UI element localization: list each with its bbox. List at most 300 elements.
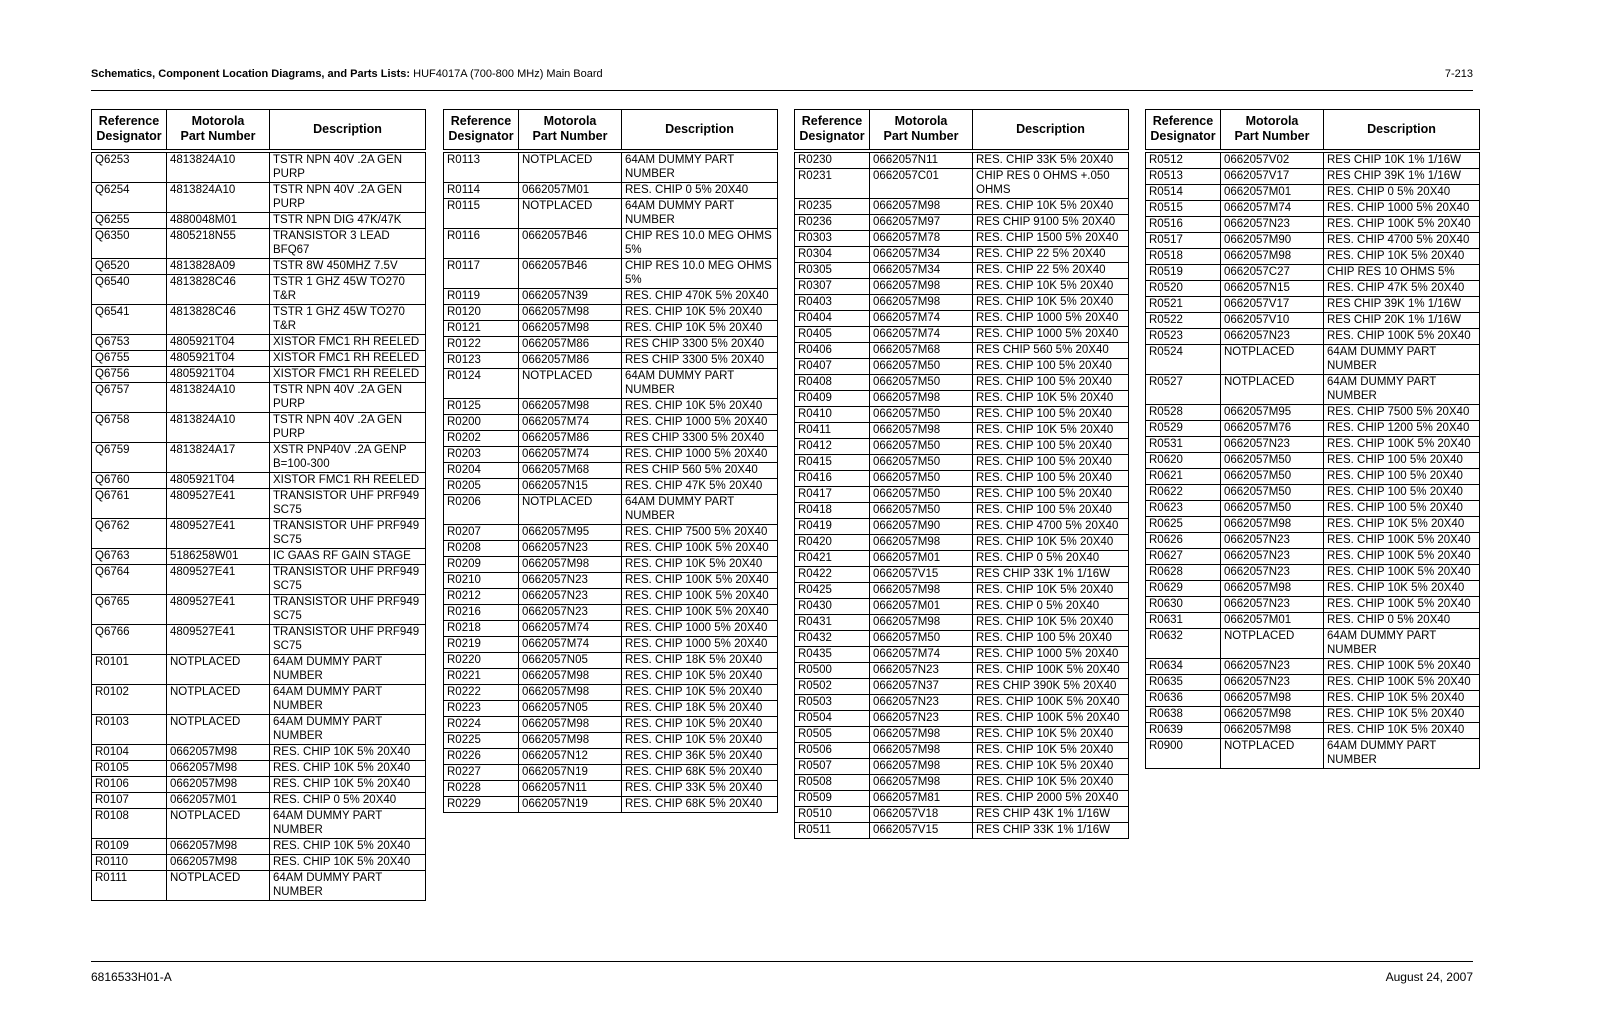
reference-designator-cell: R0405 [795, 327, 870, 343]
description-cell: RES CHIP 33K 1% 1/16W [973, 823, 1129, 839]
table-row [795, 407, 1129, 423]
reference-designator-cell: R0515 [1146, 201, 1221, 217]
description-cell: RES. CHIP 1000 5% 20X40 [622, 621, 778, 637]
reference-designator-cell: Q6253 [92, 151, 167, 183]
description-cell: 64AM DUMMY PART NUMBER [1324, 345, 1480, 375]
reference-designator-cell: R0115 [444, 199, 519, 229]
table-row [795, 199, 1129, 215]
description-cell: RES. CHIP 0 5% 20X40 [1324, 185, 1480, 201]
part-number-cell: 0662057N23 [870, 663, 973, 679]
table-row [444, 765, 778, 781]
part-number-cell: 5186258W01 [167, 549, 270, 565]
table-row [795, 647, 1129, 663]
part-number-cell: 0662057M74 [1221, 201, 1324, 217]
table-row [444, 229, 778, 259]
part-number-cell: 4809527E41 [167, 519, 270, 549]
description-cell: CHIP RES 10.0 MEG OHMS 5% [622, 259, 778, 289]
table-row [1146, 453, 1480, 469]
part-number-cell: 0662057M98 [1221, 249, 1324, 265]
table-header-row [795, 110, 1129, 152]
part-number-cell: 0662057M01 [1221, 613, 1324, 629]
description-cell: RES. CHIP 100K 5% 20X40 [622, 605, 778, 621]
description-cell: RES. CHIP 18K 5% 20X40 [622, 653, 778, 669]
part-number-cell: 0662057M98 [870, 295, 973, 311]
reference-designator-cell: R0409 [795, 391, 870, 407]
part-number-cell: 0662057M01 [870, 599, 973, 615]
table-row [795, 567, 1129, 583]
table-row [795, 263, 1129, 279]
part-number-cell: 0662057N19 [519, 765, 622, 781]
reference-designator-cell: R0520 [1146, 281, 1221, 297]
description-cell: RES CHIP 3300 5% 20X40 [622, 353, 778, 369]
part-number-cell: 0662057M98 [870, 535, 973, 551]
reference-designator-cell: R0622 [1146, 485, 1221, 501]
table-row [1146, 185, 1480, 201]
description-cell: RES. CHIP 100 5% 20X40 [1324, 501, 1480, 517]
description-cell: RES CHIP 3300 5% 20X40 [622, 431, 778, 447]
part-number-cell: 0662057M98 [1221, 723, 1324, 739]
reference-designator-cell: R0523 [1146, 329, 1221, 345]
table-row [1146, 233, 1480, 249]
table-row [1146, 345, 1480, 375]
description-cell: RES. CHIP 10K 5% 20X40 [622, 685, 778, 701]
reference-designator-cell: R0522 [1146, 313, 1221, 329]
reference-designator-cell: R0504 [795, 711, 870, 727]
table-row [795, 679, 1129, 695]
part-number-cell: 0662057B46 [519, 259, 622, 289]
header-description: Description [1324, 110, 1480, 152]
part-number-cell: 0662057M98 [519, 399, 622, 415]
description-cell: RES. CHIP 100 5% 20X40 [973, 375, 1129, 391]
description-cell: RES. CHIP 10K 5% 20X40 [973, 279, 1129, 295]
table-row [92, 383, 426, 413]
description-cell: RES. CHIP 10K 5% 20X40 [622, 321, 778, 337]
part-number-cell: NOTPLACED [519, 495, 622, 525]
reference-designator-cell: R0430 [795, 599, 870, 615]
reference-designator-cell: R0634 [1146, 659, 1221, 675]
description-cell: RES. CHIP 100 5% 20X40 [1324, 469, 1480, 485]
reference-designator-cell: Q6760 [92, 473, 167, 489]
part-number-cell: 0662057M98 [519, 557, 622, 573]
reference-designator-cell: R0303 [795, 231, 870, 247]
description-cell: RES. CHIP 1000 5% 20X40 [973, 647, 1129, 663]
part-number-cell: 0662057M50 [870, 471, 973, 487]
table-row [444, 733, 778, 749]
table-row [92, 443, 426, 473]
description-cell: 64AM DUMMY PART NUMBER [270, 871, 426, 901]
part-number-cell: 4813824A10 [167, 413, 270, 443]
reference-designator-cell: R0231 [795, 169, 870, 199]
reference-designator-cell: R0503 [795, 695, 870, 711]
reference-designator-cell: R0431 [795, 615, 870, 631]
part-number-cell: 0662057N11 [519, 781, 622, 797]
reference-designator-cell: R0900 [1146, 739, 1221, 769]
description-cell: RES CHIP 33K 1% 1/16W [973, 567, 1129, 583]
table-row [795, 791, 1129, 807]
part-number-cell: 0662057M98 [1221, 581, 1324, 597]
table-row [444, 369, 778, 399]
table-row [1146, 151, 1480, 169]
reference-designator-cell: R0500 [795, 663, 870, 679]
description-cell: RES. CHIP 10K 5% 20X40 [973, 423, 1129, 439]
table-row [444, 399, 778, 415]
table-row [1146, 297, 1480, 313]
table-row [1146, 581, 1480, 597]
table-row [1146, 629, 1480, 659]
part-number-cell: NOTPLACED [1221, 739, 1324, 769]
reference-designator-cell: Q6753 [92, 335, 167, 351]
part-number-cell: NOTPLACED [1221, 375, 1324, 405]
part-number-cell: 0662057V10 [1221, 313, 1324, 329]
header-part-number: Motorola Part Number [519, 110, 622, 152]
table-row [795, 823, 1129, 839]
table-row [795, 727, 1129, 743]
part-number-cell: 0662057N12 [519, 749, 622, 765]
reference-designator-cell: R0412 [795, 439, 870, 455]
reference-designator-cell: R0102 [92, 685, 167, 715]
description-cell: RES. CHIP 47K 5% 20X40 [1324, 281, 1480, 297]
table-row [92, 793, 426, 809]
reference-designator-cell: R0229 [444, 797, 519, 813]
reference-designator-cell: R0236 [795, 215, 870, 231]
table-row [1146, 739, 1480, 769]
reference-designator-cell: R0307 [795, 279, 870, 295]
table-row [444, 305, 778, 321]
reference-designator-cell: Q6541 [92, 305, 167, 335]
reference-designator-cell: R0219 [444, 637, 519, 653]
part-number-cell: NOTPLACED [167, 655, 270, 685]
description-cell: RES. CHIP 100K 5% 20X40 [1324, 675, 1480, 691]
part-number-cell: 0662057M78 [870, 231, 973, 247]
part-number-cell: 0662057M98 [519, 305, 622, 321]
description-cell: XISTOR FMC1 RH REELED [270, 351, 426, 367]
description-cell: RES CHIP 43K 1% 1/16W [973, 807, 1129, 823]
table-row [795, 775, 1129, 791]
part-number-cell: 0662057M81 [870, 791, 973, 807]
reference-designator-cell: R0106 [92, 777, 167, 793]
parts-table [1145, 109, 1480, 769]
reference-designator-cell: R0304 [795, 247, 870, 263]
description-cell: RES. CHIP 68K 5% 20X40 [622, 797, 778, 813]
reference-designator-cell: R0404 [795, 311, 870, 327]
description-cell: TRANSISTOR UHF PRF949 SC75 [270, 489, 426, 519]
description-cell: RES. CHIP 0 5% 20X40 [1324, 613, 1480, 629]
reference-designator-cell: R0226 [444, 749, 519, 765]
description-cell: RES. CHIP 100 5% 20X40 [973, 487, 1129, 503]
description-cell: RES. CHIP 100K 5% 20X40 [1324, 217, 1480, 233]
description-cell: RES. CHIP 18K 5% 20X40 [622, 701, 778, 717]
part-number-cell: 4813824A17 [167, 443, 270, 473]
description-cell: 64AM DUMMY PART NUMBER [622, 199, 778, 229]
table-row [1146, 533, 1480, 549]
description-cell: RES CHIP 10K 1% 1/16W [1324, 151, 1480, 169]
reference-designator-cell: R0519 [1146, 265, 1221, 281]
table-row [1146, 485, 1480, 501]
reference-designator-cell: R0210 [444, 573, 519, 589]
reference-designator-cell: R0403 [795, 295, 870, 311]
reference-designator-cell: R0524 [1146, 345, 1221, 375]
description-cell: 64AM DUMMY PART NUMBER [270, 809, 426, 839]
table-row [444, 749, 778, 765]
description-cell: RES. CHIP 10K 5% 20X40 [1324, 691, 1480, 707]
reference-designator-cell: R0505 [795, 727, 870, 743]
reference-designator-cell: R0117 [444, 259, 519, 289]
table-row [1146, 265, 1480, 281]
part-number-cell: 0662057M50 [870, 487, 973, 503]
description-cell: RES. CHIP 10K 5% 20X40 [973, 775, 1129, 791]
part-number-cell: 0662057M98 [519, 733, 622, 749]
part-number-cell: 0662057M98 [870, 583, 973, 599]
part-number-cell: 0662057N23 [1221, 597, 1324, 613]
table-row [795, 215, 1129, 231]
description-cell: RES. CHIP 470K 5% 20X40 [622, 289, 778, 305]
reference-designator-cell: R0119 [444, 289, 519, 305]
reference-designator-cell: R0506 [795, 743, 870, 759]
reference-designator-cell: R0111 [92, 871, 167, 901]
part-number-cell: 0662057M01 [519, 183, 622, 199]
header-reference-designator: Reference Designator [795, 110, 870, 152]
description-cell: RES. CHIP 10K 5% 20X40 [270, 745, 426, 761]
description-cell: RES. CHIP 100K 5% 20X40 [1324, 597, 1480, 613]
description-cell: RES. CHIP 10K 5% 20X40 [973, 391, 1129, 407]
reference-designator-cell: R0513 [1146, 169, 1221, 185]
header-part-number: Motorola Part Number [167, 110, 270, 152]
parts-column-3 [794, 109, 1128, 839]
description-cell: RES. CHIP 36K 5% 20X40 [622, 749, 778, 765]
description-cell: RES CHIP 560 5% 20X40 [622, 463, 778, 479]
description-cell: RES CHIP 3300 5% 20X40 [622, 337, 778, 353]
reference-designator-cell: R0202 [444, 431, 519, 447]
part-number-cell: 0662057N15 [1221, 281, 1324, 297]
part-number-cell: 0662057M01 [167, 793, 270, 809]
description-cell: XISTOR FMC1 RH REELED [270, 473, 426, 489]
reference-designator-cell: R0521 [1146, 297, 1221, 313]
reference-designator-cell: Q6255 [92, 213, 167, 229]
description-cell: 64AM DUMMY PART NUMBER [622, 495, 778, 525]
reference-designator-cell: R0620 [1146, 453, 1221, 469]
table-row [795, 423, 1129, 439]
description-cell: RES. CHIP 2000 5% 20X40 [973, 791, 1129, 807]
reference-designator-cell: R0512 [1146, 151, 1221, 169]
description-cell: RES. CHIP 10K 5% 20X40 [1324, 707, 1480, 723]
part-number-cell: 0662057M68 [870, 343, 973, 359]
description-cell: RES. CHIP 1000 5% 20X40 [1324, 201, 1480, 217]
reference-designator-cell: Q6766 [92, 625, 167, 655]
page-footer [91, 961, 1473, 984]
table-row [92, 183, 426, 213]
part-number-cell: 0662057M98 [870, 615, 973, 631]
part-number-cell: 4813828C46 [167, 305, 270, 335]
reference-designator-cell: R0627 [1146, 549, 1221, 565]
description-cell: CHIP RES 0 OHMS +.050 OHMS [973, 169, 1129, 199]
part-number-cell: 0662057M74 [519, 447, 622, 463]
description-cell: RES. CHIP 10K 5% 20X40 [973, 759, 1129, 775]
table-row [795, 535, 1129, 551]
reference-designator-cell: Q6254 [92, 183, 167, 213]
table-row [1146, 405, 1480, 421]
description-cell: RES. CHIP 10K 5% 20X40 [973, 583, 1129, 599]
description-cell: RES. CHIP 100K 5% 20X40 [1324, 565, 1480, 581]
table-header-row [92, 110, 426, 152]
description-cell: RES. CHIP 10K 5% 20X40 [973, 615, 1129, 631]
reference-designator-cell: R0222 [444, 685, 519, 701]
header-part-number: Motorola Part Number [870, 110, 973, 152]
part-number-cell: NOTPLACED [519, 151, 622, 183]
table-row [444, 781, 778, 797]
table-row [444, 525, 778, 541]
reference-designator-cell: Q6761 [92, 489, 167, 519]
description-cell: RES. CHIP 100K 5% 20X40 [1324, 437, 1480, 453]
part-number-cell: 4809527E41 [167, 625, 270, 655]
table-row [795, 151, 1129, 169]
description-cell: RES. CHIP 100 5% 20X40 [1324, 453, 1480, 469]
table-row [795, 599, 1129, 615]
reference-designator-cell: R0216 [444, 605, 519, 621]
description-cell: RES. CHIP 4700 5% 20X40 [1324, 233, 1480, 249]
reference-designator-cell: R0101 [92, 655, 167, 685]
reference-designator-cell: R0212 [444, 589, 519, 605]
table-row [444, 495, 778, 525]
description-cell: RES CHIP 560 5% 20X40 [973, 343, 1129, 359]
description-cell: RES. CHIP 100K 5% 20X40 [973, 711, 1129, 727]
description-cell: RES. CHIP 10K 5% 20X40 [1324, 249, 1480, 265]
table-row [444, 717, 778, 733]
table-row [92, 489, 426, 519]
table-row [444, 479, 778, 495]
document-date: August 24, 2007 [1385, 970, 1473, 984]
table-row [795, 311, 1129, 327]
part-number-cell: 0662057M98 [1221, 517, 1324, 533]
description-cell: RES. CHIP 100 5% 20X40 [973, 631, 1129, 647]
reference-designator-cell: R0224 [444, 717, 519, 733]
reference-designator-cell: R0625 [1146, 517, 1221, 533]
part-number-cell: 0662057V15 [870, 823, 973, 839]
part-number-cell: 0662057N23 [1221, 565, 1324, 581]
table-row [92, 745, 426, 761]
description-cell: 64AM DUMMY PART NUMBER [270, 685, 426, 715]
part-number-cell: 0662057M86 [519, 337, 622, 353]
reference-designator-cell: R0510 [795, 807, 870, 823]
table-row [92, 625, 426, 655]
part-number-cell: 0662057M97 [870, 215, 973, 231]
table-row [1146, 691, 1480, 707]
header-reference-designator: Reference Designator [1146, 110, 1221, 152]
header-part-number: Motorola Part Number [1221, 110, 1324, 152]
reference-designator-cell: R0411 [795, 423, 870, 439]
description-cell: RES. CHIP 68K 5% 20X40 [622, 765, 778, 781]
table-row [1146, 421, 1480, 437]
table-row [444, 447, 778, 463]
reference-designator-cell: R0114 [444, 183, 519, 199]
page-number: 7-213 [1444, 68, 1473, 80]
part-number-cell: 0662057M95 [519, 525, 622, 541]
table-row [1146, 707, 1480, 723]
part-number-cell: 0662057N37 [870, 679, 973, 695]
description-cell: RES. CHIP 10K 5% 20X40 [270, 761, 426, 777]
table-row [92, 229, 426, 259]
part-number-cell: 0662057N23 [519, 573, 622, 589]
part-number-cell: 0662057M50 [1221, 453, 1324, 469]
description-cell: RES. CHIP 100K 5% 20X40 [1324, 659, 1480, 675]
description-cell: RES. CHIP 22 5% 20X40 [973, 263, 1129, 279]
reference-designator-cell: R0203 [444, 447, 519, 463]
table-row [795, 391, 1129, 407]
description-cell: RES. CHIP 10K 5% 20X40 [973, 727, 1129, 743]
part-number-cell: 0662057C01 [870, 169, 973, 199]
part-number-cell: 0662057M50 [870, 359, 973, 375]
description-cell: CHIP RES 10.0 MEG OHMS 5% [622, 229, 778, 259]
reference-designator-cell: R0113 [444, 151, 519, 183]
description-cell: TRANSISTOR UHF PRF949 SC75 [270, 565, 426, 595]
table-row [795, 583, 1129, 599]
part-number-cell: 0662057M98 [519, 685, 622, 701]
reference-designator-cell: R0235 [795, 199, 870, 215]
part-number-cell: 0662057M74 [519, 415, 622, 431]
reference-designator-cell: R0206 [444, 495, 519, 525]
description-cell: RES. CHIP 100 5% 20X40 [973, 439, 1129, 455]
description-cell: RES. CHIP 10K 5% 20X40 [622, 733, 778, 749]
part-number-cell: NOTPLACED [167, 871, 270, 901]
table-row [92, 565, 426, 595]
table-row [795, 743, 1129, 759]
part-number-cell: 0662057M50 [870, 375, 973, 391]
part-number-cell: 0662057M98 [870, 199, 973, 215]
table-row [444, 637, 778, 653]
part-number-cell: 0662057N23 [1221, 549, 1324, 565]
part-number-cell: 0662057N05 [519, 653, 622, 669]
table-row [444, 353, 778, 369]
table-row [92, 335, 426, 351]
part-number-cell: 0662057M98 [519, 669, 622, 685]
reference-designator-cell: R0419 [795, 519, 870, 535]
table-row [92, 367, 426, 383]
description-cell: 64AM DUMMY PART NUMBER [1324, 629, 1480, 659]
table-row [795, 327, 1129, 343]
table-row [1146, 659, 1480, 675]
reference-designator-cell: Q6540 [92, 275, 167, 305]
part-number-cell: 4813828A09 [167, 259, 270, 275]
description-cell: TRANSISTOR UHF PRF949 SC75 [270, 625, 426, 655]
description-cell: TSTR 1 GHZ 45W TO270 T&R [270, 305, 426, 335]
table-row [444, 669, 778, 685]
part-number-cell: 4809527E41 [167, 595, 270, 625]
reference-designator-cell: R0225 [444, 733, 519, 749]
description-cell: RES. CHIP 100 5% 20X40 [973, 407, 1129, 423]
table-row [92, 413, 426, 443]
table-row [795, 375, 1129, 391]
part-number-cell: 0662057M90 [870, 519, 973, 535]
part-number-cell: 0662057M98 [167, 745, 270, 761]
description-cell: RES. CHIP 100 5% 20X40 [973, 471, 1129, 487]
description-cell: 64AM DUMMY PART NUMBER [270, 715, 426, 745]
reference-designator-cell: R0407 [795, 359, 870, 375]
reference-designator-cell: Q6764 [92, 565, 167, 595]
part-number-cell: 0662057M98 [870, 743, 973, 759]
reference-designator-cell: R0417 [795, 487, 870, 503]
part-number-cell: 0662057N23 [870, 711, 973, 727]
parts-table [794, 109, 1129, 839]
part-number-cell: 4813828C46 [167, 275, 270, 305]
table-row [444, 415, 778, 431]
table-row [795, 631, 1129, 647]
description-cell: RES CHIP 39K 1% 1/16W [1324, 169, 1480, 185]
table-row [1146, 437, 1480, 453]
table-row [795, 615, 1129, 631]
reference-designator-cell: R0632 [1146, 629, 1221, 659]
reference-designator-cell: Q6758 [92, 413, 167, 443]
table-row [92, 809, 426, 839]
reference-designator-cell: R0221 [444, 669, 519, 685]
